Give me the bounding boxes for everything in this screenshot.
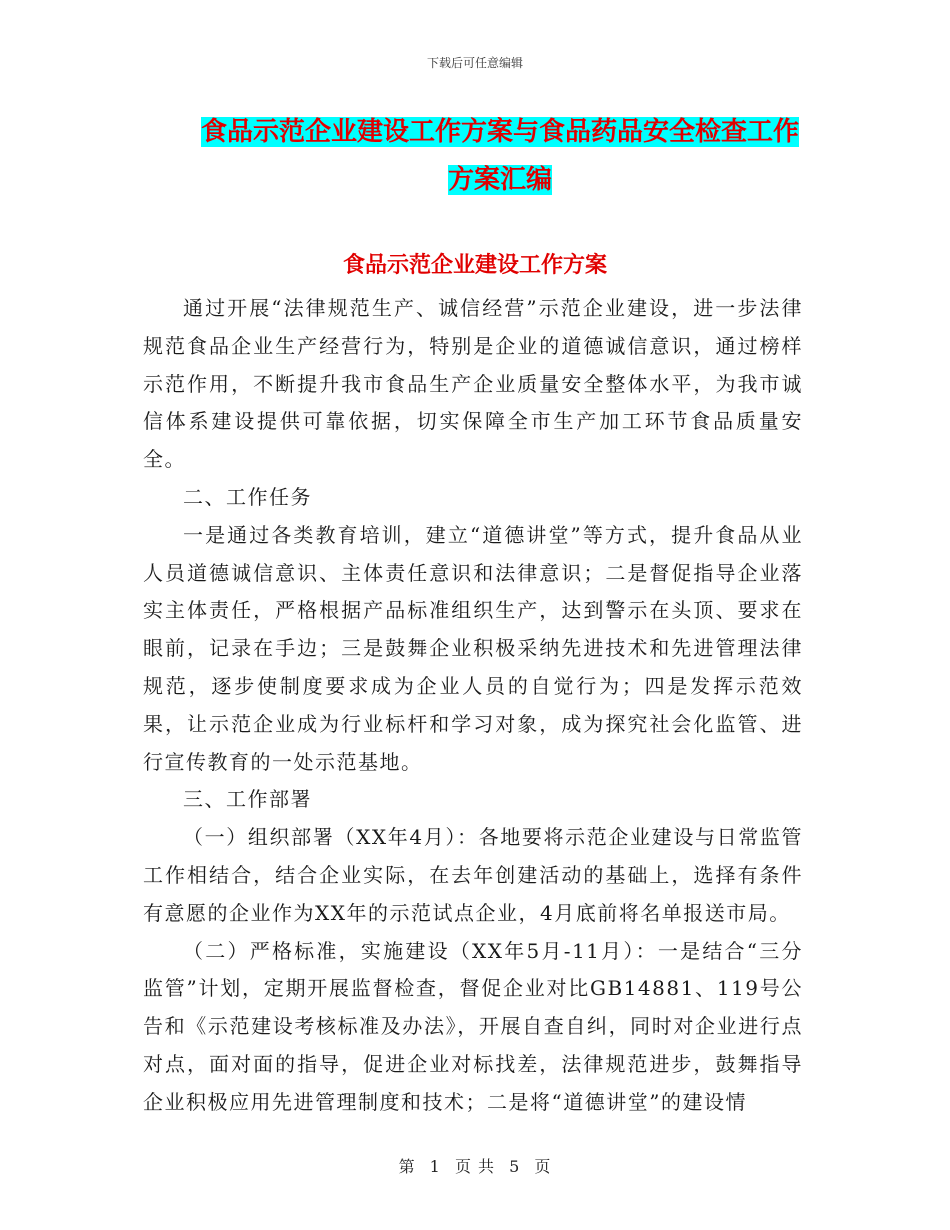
document-title [140, 108, 860, 204]
paragraph-deployment-1: （一）组织部署（XX年4月）：各地要将示范企业建设与日常监管工作相结合，结合企业实际，在去年创建活动的基础上，选择有条件有意愿的企业作为XX年的示范试点企业，4月底前将名单报送市局。 [143, 825, 803, 925]
header-note: 下载后可任意编辑 [426, 56, 523, 70]
document-title-line-2: 方案汇编 [447, 165, 552, 195]
footer-suffix: 页 [534, 1157, 552, 1176]
heading-work-deployment: 三、工作部署 [183, 787, 312, 812]
page-number: 1 [429, 1157, 441, 1176]
page-total: 5 [509, 1157, 521, 1176]
footer-mid: 页 共 [454, 1157, 496, 1176]
paragraph-intro: 通过开展“法律规范生产、诚信经营”示范企业建设，进一步法律规范食品企业生产经营行为，特别是企业的道德诚信意识，通过榜样示范作用，不断提升我市食品生产企业质量安全整体水平，为我市诚信体系建设提供可靠依据，切实保障全市生产加工环节食品质量安全。 [143, 296, 803, 472]
section-title: 食品示范企业建设工作方案 [342, 253, 607, 278]
body-text [143, 290, 803, 1122]
page-footer [0, 1154, 950, 1177]
footer-prefix: 第 [398, 1157, 416, 1176]
document-title-line-1: 食品示范企业建设工作方案与食品药品安全检查工作 [200, 117, 799, 147]
paragraph-work-tasks: 一是通过各类教育培训，建立“道德讲堂”等方式，提升食品从业人员道德诚信意识、主体责任意识和法律意识；二是督促指导企业落实主体责任，严格根据产品标准组织生产，达到警示在头顶、要求在眼前，记录在手边；三是鼓舞企业积极采纳先进技术和先进管理法律规范，逐步使制度要求成为企业人员的自觉行为；四是发挥示范效果，让示范企业成为行业标杆和学习对象，成为探究社会化监管、进行宣传教育的一处示范基地。 [143, 522, 803, 774]
paragraph-deployment-2: （二）严格标准，实施建设（XX年5月-11月）：一是结合“三分监管”计划，定期开展监督检查，督促企业对比GB14881、119号公告和《示范建设考核标准及办法》，开展自查自纠，同时对企业进行点对点，面对面的指导，促进企业对标找差，法律规范进步，鼓舞指导企业积极应用先进管理制度和技术；二是将“道德讲堂”的建设情 [143, 938, 803, 1114]
heading-work-tasks: 二、工作任务 [183, 484, 312, 509]
